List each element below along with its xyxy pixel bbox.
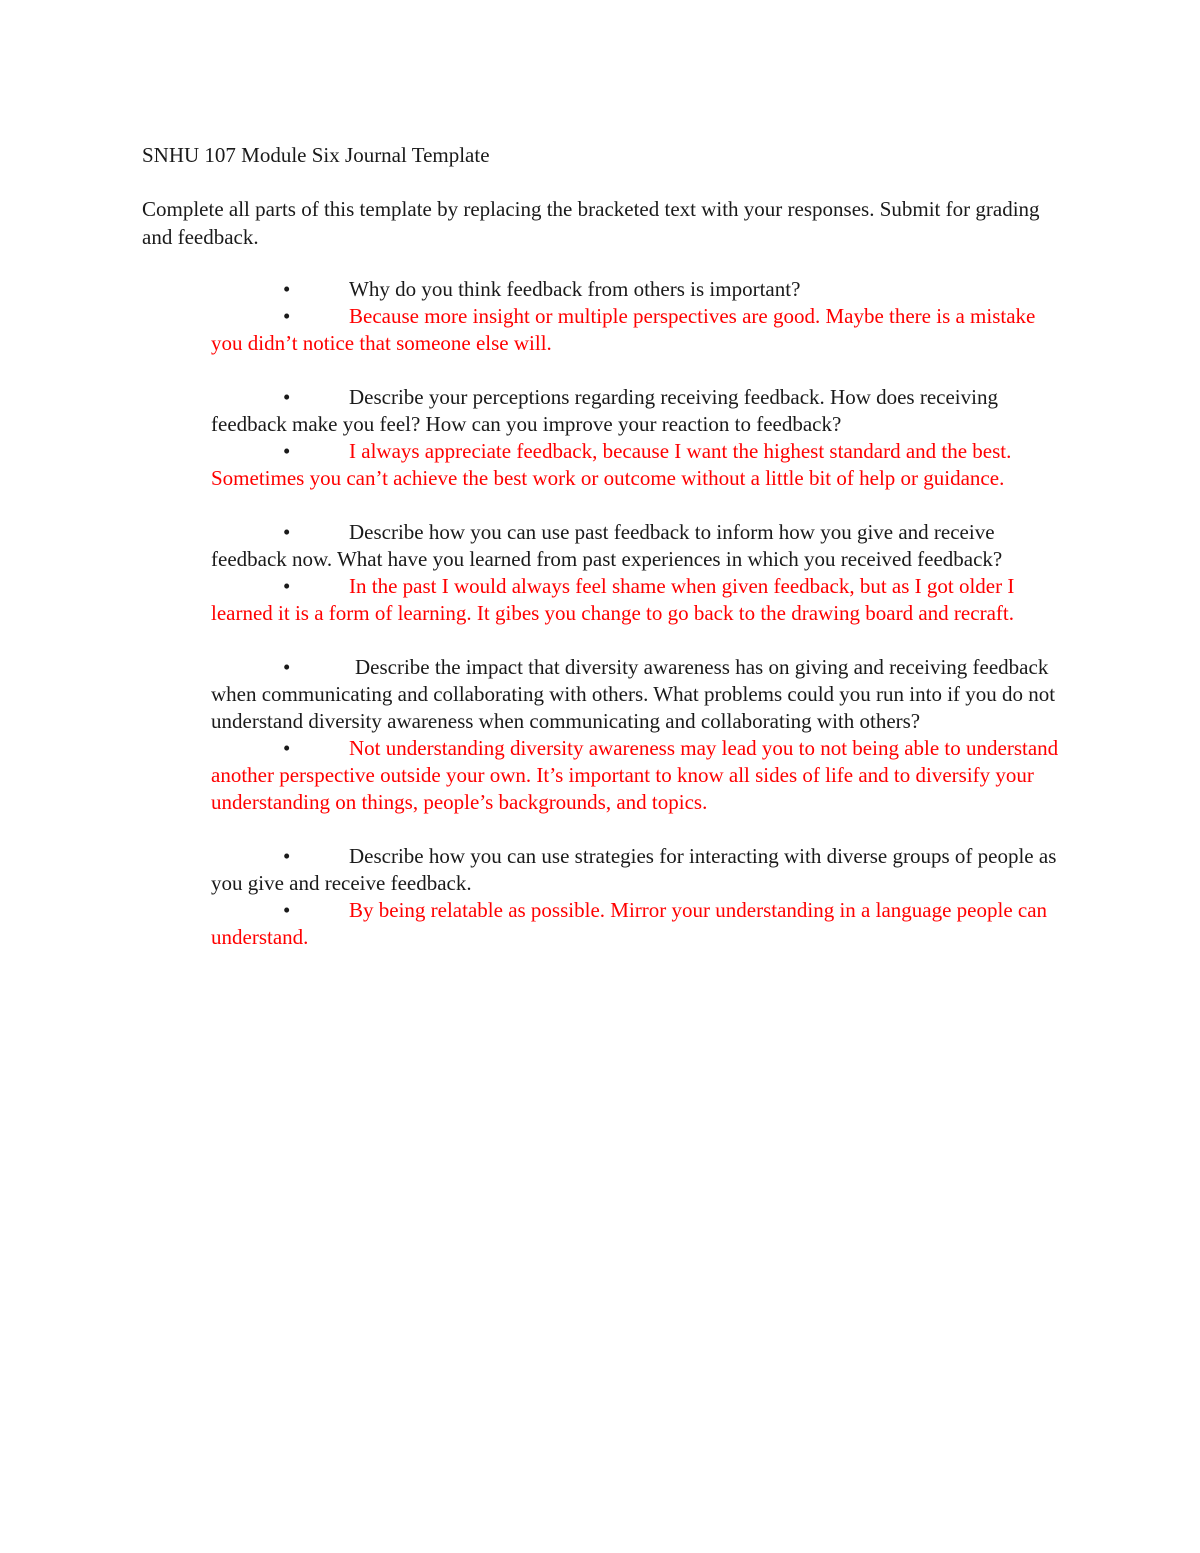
answer-text: Not understanding diversity awareness may lead you to not being able to understand another perspective outside your own. It’s important to know all sides of life and to diversify your understanding on things, people’s backgrounds, and topics.	[211, 736, 1059, 814]
bullet-icon: •	[283, 520, 291, 544]
answer-4	[211, 735, 1071, 816]
bullet-icon: •	[283, 655, 291, 679]
question-1	[211, 276, 1071, 303]
bullet-icon: •	[283, 844, 291, 868]
answer-text: Because more insight or multiple perspectives are good. Maybe there is a mistake you didn’t notice that someone else will.	[211, 304, 1036, 355]
journal-questions-list	[211, 276, 1071, 978]
answer-text: In the past I would always feel shame when given feedback, but as I got older I learned it is a form of learning. It gibes you change to go back to the drawing board and recraft.	[211, 574, 1015, 625]
bullet-icon: •	[283, 574, 291, 598]
instructions-paragraph: Complete all parts of this template by replacing the bracketed text with your responses. Submit for grading and feedback.	[142, 197, 1040, 249]
question-text: Why do you think feedback from others is important?	[349, 277, 801, 301]
journal-entry-2	[211, 384, 1071, 492]
answer-1	[211, 303, 1071, 357]
question-text: Describe your perceptions regarding receiving feedback. How does receiving feedback make you feel? How can you improve your reaction to feedback?	[211, 385, 998, 436]
journal-entry-5	[211, 843, 1071, 951]
journal-entry-4	[211, 654, 1071, 816]
answer-3	[211, 573, 1071, 627]
question-text: Describe the impact that diversity awareness has on giving and receiving feedback when communicating and collaborating with others. What problems could you run into if you do not understand diversity awareness when communicating and collaborating with others?	[211, 655, 1056, 733]
question-5	[211, 843, 1071, 897]
bullet-icon: •	[283, 898, 291, 922]
answer-2	[211, 438, 1071, 492]
journal-entry-1	[211, 276, 1071, 357]
question-3	[211, 519, 1071, 573]
bullet-icon: •	[283, 304, 291, 328]
bullet-icon: •	[283, 385, 291, 409]
bullet-icon: •	[283, 439, 291, 463]
question-2	[211, 384, 1071, 438]
bullet-icon: •	[283, 277, 291, 301]
answer-text: By being relatable as possible. Mirror your understanding in a language people can understand.	[211, 898, 1048, 949]
question-text: Describe how you can use past feedback to inform how you give and receive feedback now. What have you learned from past experiences in which you received feedback?	[211, 520, 1003, 571]
question-text: Describe how you can use strategies for interacting with diverse groups of people as you give and receive feedback.	[211, 844, 1057, 895]
bullet-icon: •	[283, 736, 291, 760]
answer-text: I always appreciate feedback, because I want the highest standard and the best. Sometimes you can’t achieve the best work or outcome without a little bit of help or guidance.	[211, 439, 1012, 490]
document-title: SNHU 107 Module Six Journal Template	[142, 143, 490, 167]
journal-entry-3	[211, 519, 1071, 627]
question-4	[211, 654, 1071, 735]
answer-5	[211, 897, 1071, 951]
